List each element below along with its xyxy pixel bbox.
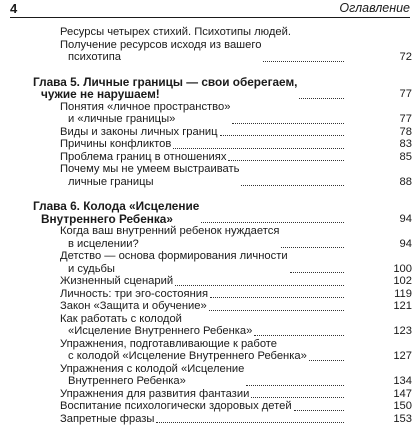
dot-leader [175, 285, 344, 286]
toc-page-number: 77 [372, 88, 412, 101]
toc-entry-line: Проблема границ в отношениях [60, 151, 226, 164]
dot-leader [290, 272, 344, 273]
toc-entry-line: Получение ресурсов исходя из вашего [60, 39, 261, 52]
dot-leader [251, 397, 344, 398]
toc-entry-line: Глава 6. Колода «Исцеление [33, 200, 199, 213]
toc-entry-line: Упражнения для развития фантазии [60, 388, 249, 401]
toc-page-number: 72 [372, 51, 412, 64]
toc-chapter-entry [60, 76, 346, 101]
toc-page-number: 123 [372, 325, 412, 338]
toc-entry-line: Виды и законы личных границ [60, 126, 218, 139]
toc-entry-title [60, 39, 261, 64]
toc-entry [60, 163, 346, 188]
toc-page-number: 147 [372, 388, 412, 401]
toc-entry-title [60, 26, 291, 39]
dot-leader [309, 360, 344, 361]
toc-page-number: 77 [372, 113, 412, 126]
toc-entry-line: в исцелении? [60, 238, 279, 251]
toc-entry-title [60, 288, 208, 301]
toc-entry [60, 138, 346, 151]
dot-leader [209, 310, 344, 311]
toc-page-number: 102 [372, 275, 412, 288]
toc-entry-line: Почему мы не умеем выстраивать [60, 163, 239, 176]
toc-entry-line: психотипа [60, 51, 261, 64]
dot-leader [281, 247, 344, 248]
toc-entry-line: Личность: три эго-состояния [60, 288, 208, 301]
running-header [10, 0, 410, 18]
toc-entry-line: Внутреннего Ребенка» [60, 375, 244, 388]
toc-page-number: 150 [372, 400, 412, 413]
dot-leader [232, 123, 344, 124]
toc-entry [60, 300, 346, 313]
toc-page-number: 78 [372, 126, 412, 139]
running-title: Оглавление [339, 1, 410, 15]
toc-page-number: 127 [372, 350, 412, 363]
toc-entry-line: Когда ваш внутренний ребенок нуждается [60, 225, 279, 238]
toc-entry-title [60, 400, 292, 413]
page-number: 4 [10, 1, 17, 16]
toc-entry [60, 388, 346, 401]
toc-page-number: 134 [372, 375, 412, 388]
toc-entry-line: Запретные фразы [60, 413, 154, 425]
toc-entry [60, 126, 346, 139]
toc-entry-title [60, 363, 244, 388]
toc-entry-line: Внутреннего Ребенка» [33, 213, 199, 226]
toc-entry-title [60, 101, 230, 126]
toc-entry-line: и судьбы [60, 263, 288, 276]
toc-entry-title [60, 126, 218, 139]
toc-entry-title [60, 250, 288, 275]
toc-entry [60, 338, 346, 363]
toc-entry-title [60, 388, 249, 401]
toc-entry [60, 400, 346, 413]
toc-entry-line: Детство — основа формирования личности [60, 250, 288, 263]
toc-entry-title [60, 138, 171, 151]
toc-entry [60, 151, 346, 164]
toc-entry-title [60, 313, 252, 338]
dot-leader [263, 61, 344, 62]
toc-entry-title [60, 225, 279, 250]
dot-leader [299, 98, 344, 99]
toc-entry [60, 288, 346, 301]
toc-entry [60, 413, 346, 425]
toc-entry-title [33, 200, 199, 225]
toc-entry-line: чужие не нарушаем! [33, 88, 297, 101]
toc-entry-line: с колодой «Исцеление Внутреннего Ребенка» [60, 350, 307, 363]
toc-entry-line: Как работать с колодой [60, 313, 252, 326]
toc-chapter-entry [60, 200, 346, 225]
toc-entry-line: Глава 5. Личные границы — свои оберегаем, [33, 76, 297, 89]
toc-entry [60, 101, 346, 126]
dot-leader [294, 410, 344, 411]
toc-entry-line: Жизненный сценарий [60, 275, 173, 288]
toc-entry-title [60, 151, 226, 164]
toc-page-number: 83 [372, 138, 412, 151]
toc-entry-line: Закон «Защита и обучение» [60, 300, 207, 313]
toc-entry [60, 225, 346, 250]
toc-entry [60, 275, 346, 288]
toc-entry-line: Понятия «личное пространство» [60, 101, 230, 114]
toc-page-number: 94 [372, 238, 412, 251]
dot-leader [201, 222, 344, 223]
dot-leader [241, 185, 344, 186]
toc-entry-title [60, 338, 307, 363]
toc-entry [60, 250, 346, 275]
toc-entry-title [60, 275, 173, 288]
toc-page-number: 94 [372, 213, 412, 226]
dot-leader [220, 135, 344, 136]
toc-entry-line: «Исцеление Внутреннего Ребенка» [60, 325, 252, 338]
toc-entry-line: Упражнения, подготавливающие к работе [60, 338, 307, 351]
toc-entry-title [60, 413, 154, 425]
toc-entry-line: Упражнения с колодой «Исцеление [60, 363, 244, 376]
dot-leader [173, 148, 344, 149]
dot-leader [156, 422, 344, 423]
toc-page-number: 85 [372, 151, 412, 164]
table-of-contents [60, 26, 346, 425]
toc-entry-title [60, 163, 239, 188]
chapter-spacer [60, 64, 346, 76]
dot-leader [210, 297, 344, 298]
toc-page-number: 121 [372, 300, 412, 313]
toc-entry-title [33, 76, 297, 101]
toc-entry [60, 26, 346, 39]
dot-leader [228, 160, 344, 161]
toc-page-number: 119 [372, 288, 412, 301]
toc-page-number: 100 [372, 263, 412, 276]
toc-entry-line: личные границы [60, 176, 239, 189]
dot-leader [254, 335, 344, 336]
toc-page-number: 153 [372, 413, 412, 425]
toc-entry-line: Ресурсы четырех стихий. Психотипы людей. [60, 26, 291, 39]
dot-leader [246, 385, 344, 386]
toc-entry [60, 39, 346, 64]
toc-entry [60, 363, 346, 388]
toc-entry-line: Причины конфликтов [60, 138, 171, 151]
toc-entry-line: и «личные границы» [60, 113, 230, 126]
toc-entry [60, 313, 346, 338]
toc-entry-line: Воспитание психологически здоровых детей [60, 400, 292, 413]
toc-page-number: 88 [372, 176, 412, 189]
toc-entry-title [60, 300, 207, 313]
